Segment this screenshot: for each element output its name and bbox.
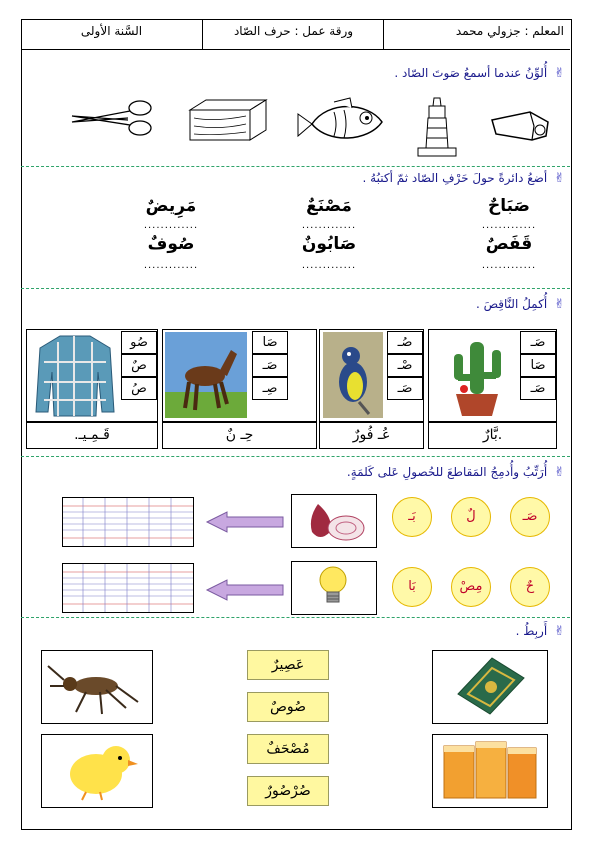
write-line[interactable]: ............. [143,220,199,231]
cactus-icon [444,334,510,418]
syllable-option[interactable]: صُو [121,331,157,354]
syllable-option[interactable]: صَـ [252,354,288,377]
answer-lines[interactable] [62,497,194,547]
write-line[interactable]: ............. [481,260,537,271]
incomplete-word: قَـمِـيـ. [26,421,158,449]
word-marid: مَرِيضٌ [145,196,197,216]
syllable-option[interactable]: صَا [252,331,288,354]
syllable-option[interactable]: صَـ [387,377,423,400]
word-suf: صُوفٌ [147,234,195,254]
word-masnaa: مَصْنَعٌ [306,196,352,216]
syllable-option[interactable]: صَـ [520,377,556,400]
word-cricket[interactable]: صُرْصُورٌ [247,776,329,806]
juice-icon [438,738,540,802]
whistle-icon [486,104,554,144]
syllable-option[interactable]: صِـ [252,377,288,400]
handwriting-lines [63,498,193,546]
lamp-icon [313,564,353,610]
incomplete-word: .بَّارٌ [428,421,557,449]
incomplete-word: حِـ نٌ [162,421,317,449]
section-divider [21,617,570,618]
hand-icon: ✌ [554,297,565,312]
worksheet-title: ورقة عمل : حرف الصّاد [233,24,354,38]
word-quran[interactable]: مُصْحَفٌ [247,734,329,764]
cricket-icon [46,656,146,718]
box-icon [186,98,270,142]
onion-icon [298,498,370,544]
word-sabah: صَبَاحٌ [487,196,530,216]
arrow-left-icon [205,578,285,602]
bird-icon [323,332,383,418]
horse-icon [165,332,247,418]
syllable-option[interactable]: صُ [121,377,157,400]
syllable-oval[interactable]: صَـ [510,497,550,537]
hand-icon: ✌ [554,624,565,639]
arrow-left-icon [205,510,285,534]
syllable-oval[interactable]: حٌ [510,567,550,607]
chick-icon [52,740,142,802]
syllable-option[interactable]: صٌ [121,354,157,377]
hand-icon: ✌ [554,66,565,81]
syllable-option[interactable]: صُـ [387,331,423,354]
section2-instruction: ✌ أضعُ دائرةً حولَ حَرْفِ الصّاد ثمّ أكتبُهُ . [362,171,565,186]
grade-label: السَّنة الأولى [80,24,143,38]
section-divider [21,166,570,167]
section-divider [21,288,570,289]
quran-icon [448,654,530,718]
incomplete-word: عُـ فُورٌ [319,421,424,449]
section5-instruction: ✌ أَربِطُ . [515,624,565,639]
word-qafas: قَفَصٌ [485,234,533,254]
word-chick[interactable]: صُوصٌ [247,692,329,722]
syllable-option[interactable]: صَـ [520,331,556,354]
header-row [21,19,570,50]
syllable-oval[interactable]: لٌ [451,497,491,537]
write-line[interactable]: ............. [301,260,357,271]
lighthouse-icon [412,96,462,160]
syllable-oval[interactable]: بَـ [392,497,432,537]
write-line[interactable]: ............. [301,220,357,231]
teacher-name: المعلم : جزولي محمد [455,24,564,38]
section3-instruction: ✌ أُكمِلُ النَّاقِصَ . [475,297,565,312]
scissors-icon [68,98,154,138]
section1-instruction: ✌ أُلوِّنُ عندما أسمعُ صَوتَ الصّاد . [394,66,565,81]
answer-lines[interactable] [62,563,194,613]
syllable-oval[interactable]: مِصْ [451,567,491,607]
fish-icon [294,96,386,150]
syllable-oval[interactable]: بَا [392,567,432,607]
hand-icon: ✌ [554,465,565,480]
section-divider [21,456,570,457]
write-line[interactable]: ............. [481,220,537,231]
syllable-option[interactable]: صَا [520,354,556,377]
section4-instruction: ✌ أُرَتِّبُ وأُدمِجُ المَقاطعَ للحُصولِ عَلى كَلمَةٍ. [346,465,565,480]
hand-icon: ✌ [554,171,565,186]
word-sabun: صَابُونٌ [301,234,357,254]
word-juice[interactable]: عَصِيرٌ [247,650,329,680]
shirt-icon [34,332,116,418]
write-line[interactable]: ............. [143,260,199,271]
handwriting-lines [63,564,193,612]
syllable-option[interactable]: صْـ [387,354,423,377]
